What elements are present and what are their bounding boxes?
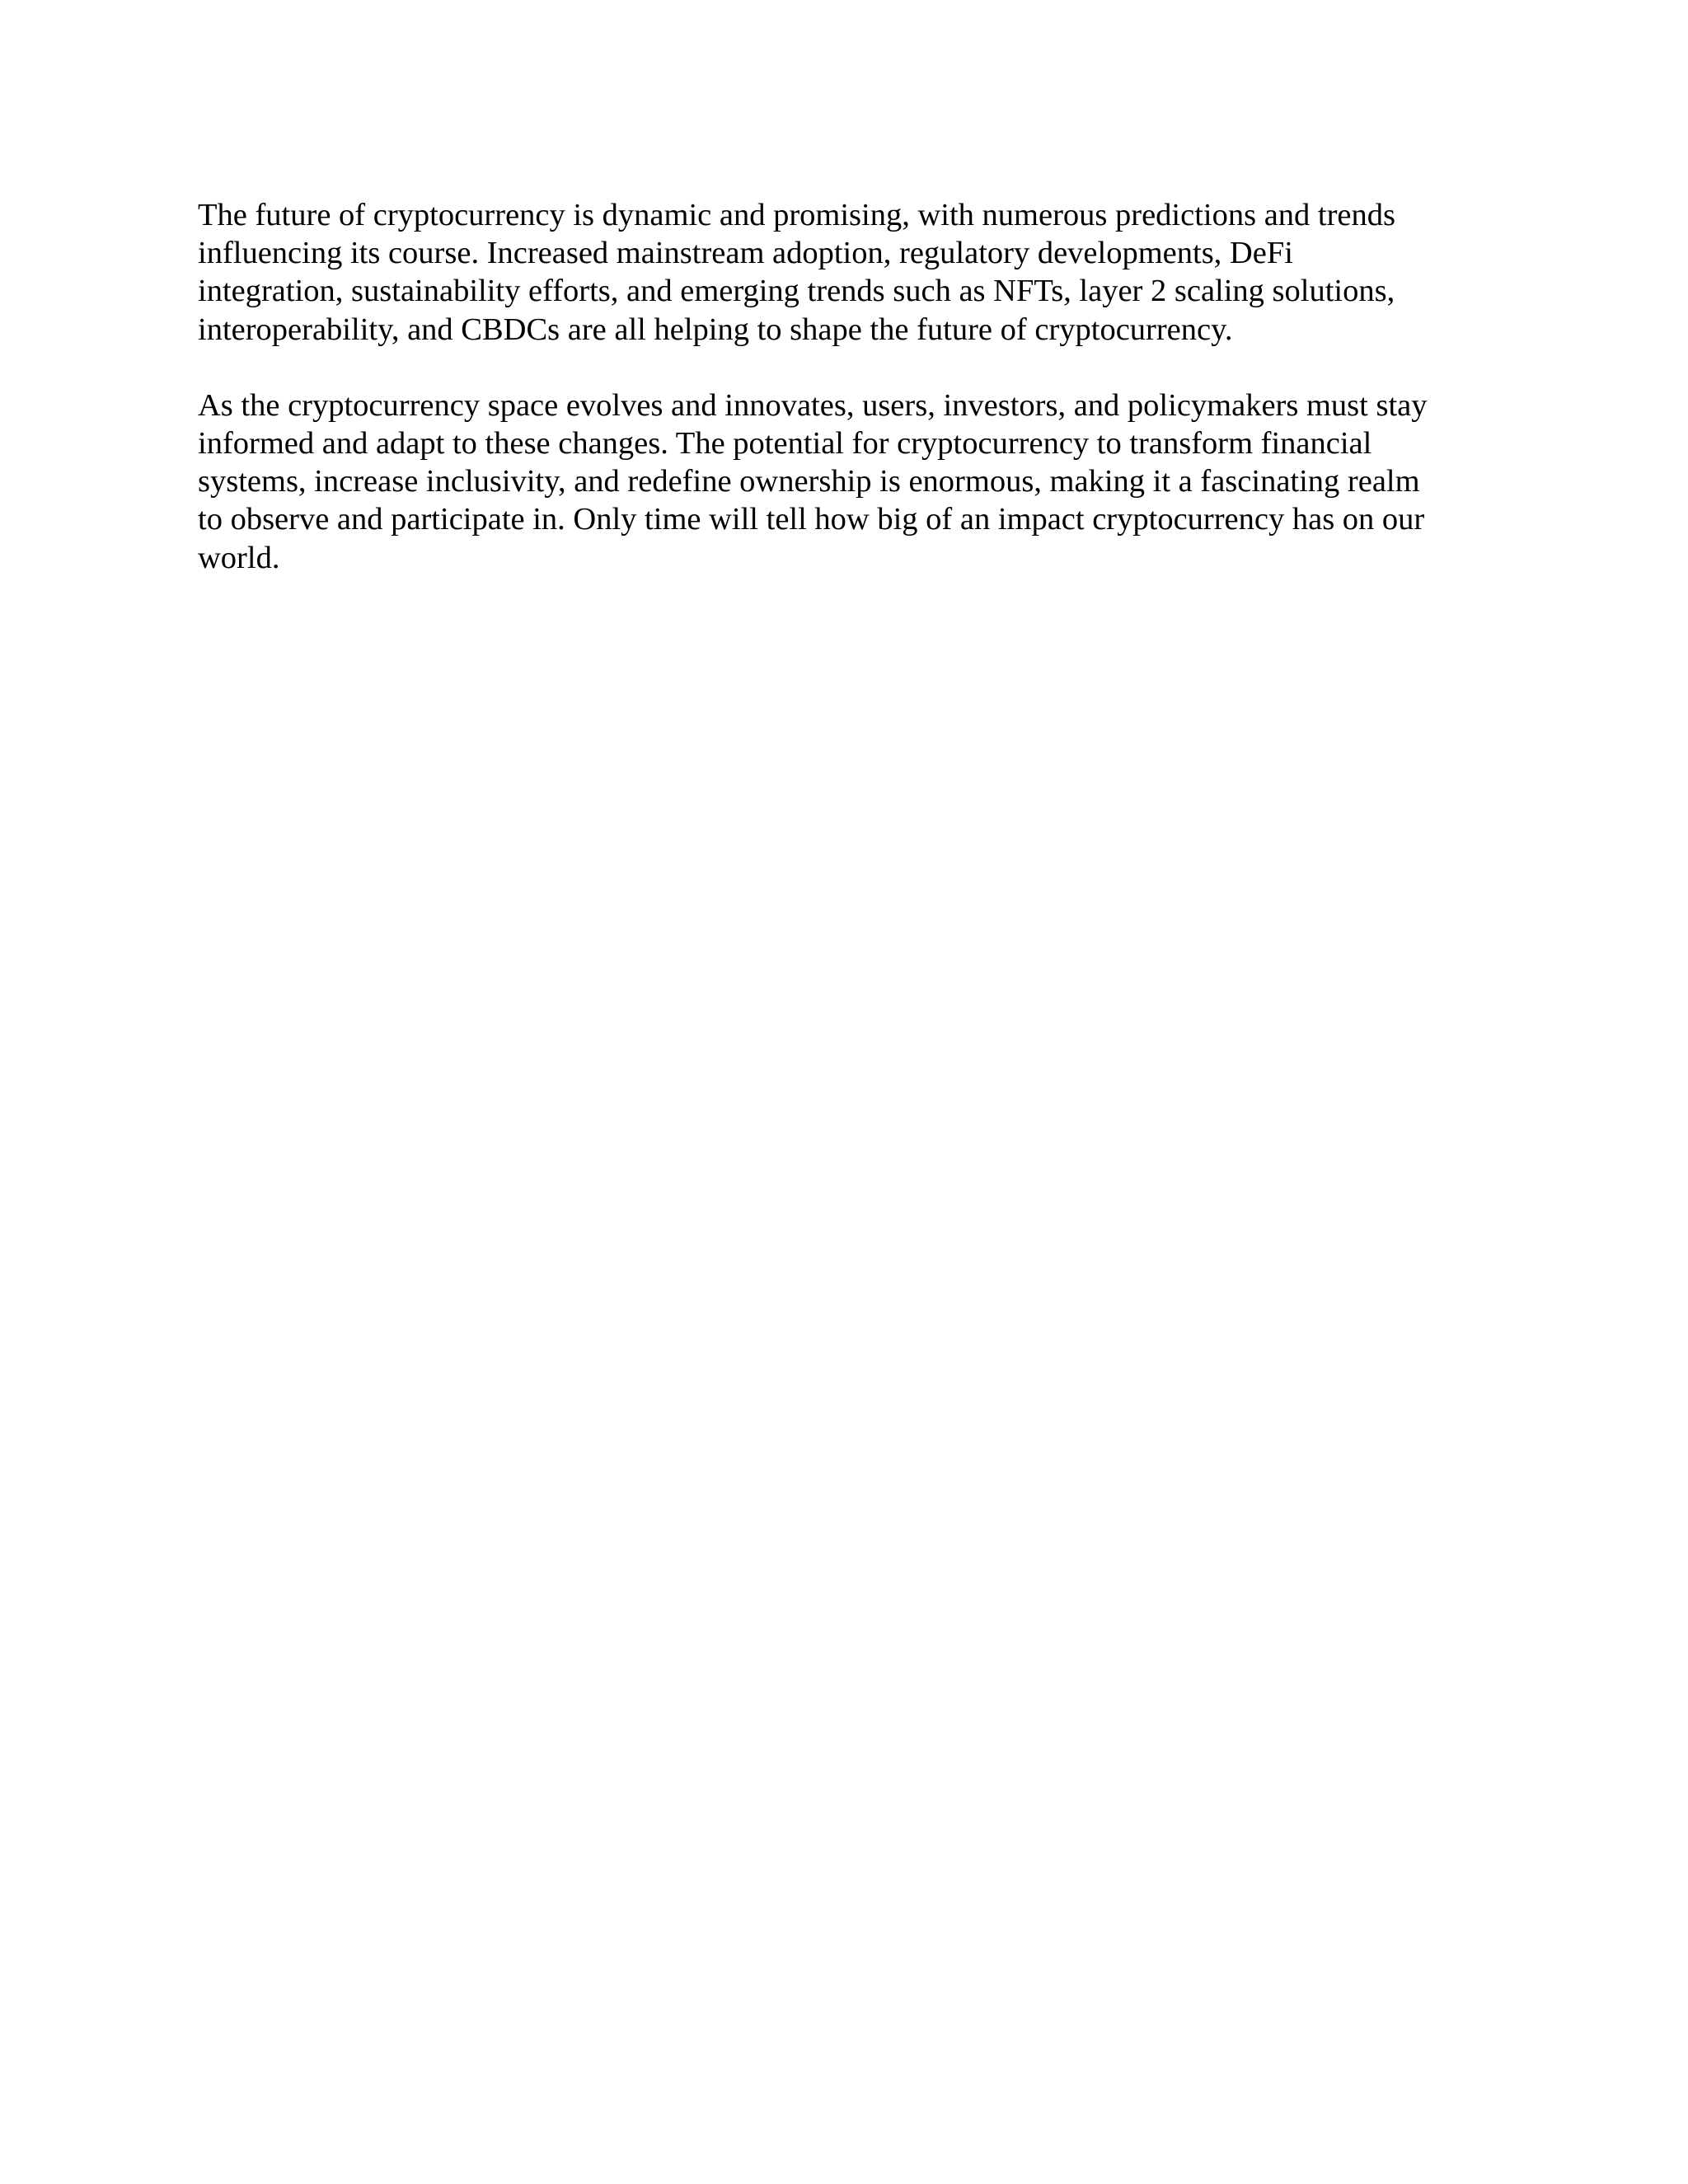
paragraph-line: interoperability, and CBDCs are all helping to shape the future of cryptocurrency. [198, 312, 1233, 347]
paragraph-line: As the cryptocurrency space evolves and innovates, users, investors, and policymakers must stay [198, 387, 1428, 423]
document-body [198, 196, 1500, 577]
paragraph-line: influencing its course. Increased mainstream adoption, regulatory developments, DeFi [198, 236, 1293, 271]
paragraph-1 [198, 196, 1500, 349]
paragraph-line: integration, sustainability efforts, and emerging trends such as NFTs, layer 2 scaling solutions, [198, 274, 1395, 309]
paragraph-line: to observe and participate in. Only time will tell how big of an impact cryptocurrency has on our [198, 502, 1425, 537]
paragraph-line: systems, increase inclusivity, and redefine ownership is enormous, making it a fascinating realm [198, 464, 1420, 499]
paragraph-line: informed and adapt to these changes. The potential for cryptocurrency to transform financial [198, 426, 1372, 462]
paragraph-line: The future of cryptocurrency is dynamic and promising, with numerous predictions and trends [198, 198, 1395, 232]
paragraph-line: world. [198, 540, 280, 575]
paragraph-2 [198, 387, 1500, 577]
